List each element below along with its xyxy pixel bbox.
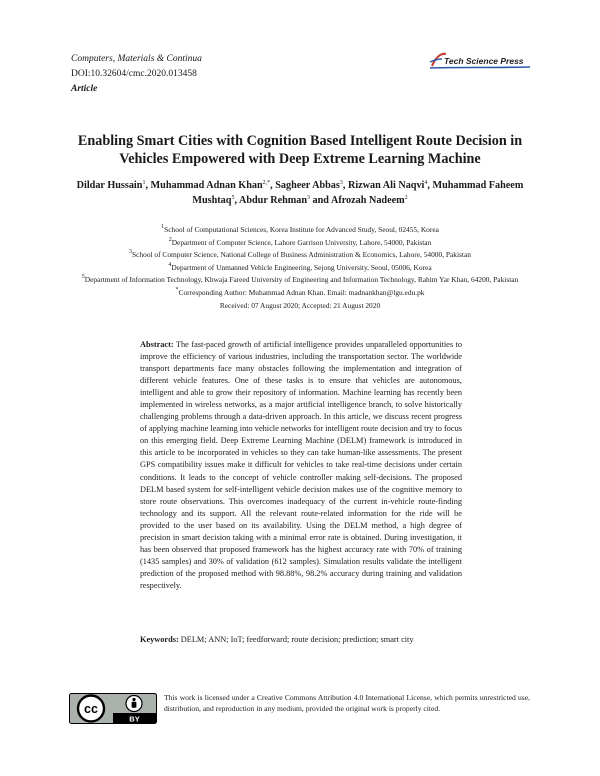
author-name: Sagheer Abbas (275, 180, 340, 191)
author-affiliation-mark: 2 (404, 195, 408, 201)
author-name: Rizwan Ali Naqvi (347, 180, 425, 191)
affiliation-item: $^4$Department of Unmanned Vehicle Engineering, Sejong University, Seoul, 05006, Korea (168, 261, 432, 272)
author-list: Dildar Hussain$^1$, Muhammad Adnan Khan$^{2,*}$, Sagheer Abbas$^3$, Rizwan Ali Naqvi$^4$, Muhammad Faheem Mushtaq$^5$, Abdur Rehman$^3$ and Afrozah Nadeem$^2$ (76, 180, 524, 206)
author-affiliation-mark: 1 (142, 180, 146, 186)
license-text: This work is licensed under a Creative Commons Attribution 4.0 International License, which permits unrestricted use, distribution, and reproduction in any medium, provided the original work is properly cited. (164, 693, 530, 713)
author-name: Muhammad Faheem Mushtaq (192, 180, 524, 206)
author-name: Afrozah Nadeem (330, 195, 405, 206)
affiliation-item: $^2$Department of Computer Science, Lahore Garrison University, Lahore, 54000, Pakistan (168, 236, 432, 247)
author-name: Abdur Rehman (238, 195, 307, 206)
author (348, 180, 427, 191)
author-name: Dildar Hussain (76, 180, 143, 191)
author-affiliation-mark: 3 (307, 195, 310, 201)
article-type: Article (71, 84, 98, 94)
author-affiliation-mark: 3 (339, 180, 343, 186)
abstract-text: The fast-paced growth of artificial intelligence provides unparalleled opportunities to improve the efficiency of various industries, including the transportation sector. The worldwide transport departments face many obstacles following the implementation and integration of different vehicle features. One of these tasks is to ensure that vehicles are autonomous, intelligent and able to grow their repository of information. Machine learning has recently been implemented in wireless networks, as a major artificial intelligence branch, to solve historically challenging problems through a data-driven approach. In this article, we discuss recent progress of applying machine learning into vehicle networks for intelligent route decision and try to focus on this emerging field. Deep Extreme Learning Machine (DELM) framework is introduced in this article to be incorporated in vehicles so they can take human-like assessments. The present GPS compatibility issues make it difficult for vehicles to take real-time decisions under certain conditions. It leads to the concept of vehicle controller making self-decisions. The proposed DELM based system for self-intelligent vehicle decision makes use of the cognitive memory to store route observations. This overcomes inadequacy of the current in-vehicle route-finding technology and its support. All the relevant route-related information for the ride will be provided to the user based on its availability. Using the DELM method, a high degree of precision in smart decision taking with a minimal error rate is obtained. During investigation, it has been observed that proposed framework has the highest accuracy rate with 70% of training (1435 samples) and 30% of validation (612 samples). Simulation results validate the intelligent prediction of the proposed method with 98.88%, 98.2% accuracy during training and validation respectively. (140, 340, 462, 590)
author-affiliation-mark: 2,* (262, 180, 271, 186)
affiliation-item: $^5$Department of Information Technology, Khwaja Fareed University of Engineering and Information Technology, Rahim Yar Khan, 64200, Pakistan (81, 274, 519, 285)
corresponding-author: *Corresponding Author: Muhammad Adnan Khan. Email: madnankhan@lgu.edu.pk (175, 286, 425, 297)
author (239, 195, 310, 206)
abstract (140, 339, 462, 592)
paper-title: Enabling Smart Cities with Cognition Based Intelligent Route Decision in Vehicles Empowered with Deep Extreme Learning Machine (77, 133, 523, 167)
keywords-label: Keywords: (140, 635, 179, 644)
received-dates: Received: 07 August 2020; Accepted: 21 August 2020 (219, 300, 381, 310)
author-name: Muhammad Adnan Khan (150, 180, 263, 191)
publisher-name: Tech Science Press (444, 56, 524, 66)
abstract-label: Abstract: (140, 340, 174, 349)
doi: DOI:10.32604/cmc.2020.013458 (71, 69, 197, 79)
author (331, 195, 408, 206)
journal-name: Computers, Materials & Continua (71, 54, 202, 64)
author-affiliation-mark: 4 (424, 180, 428, 186)
author (77, 180, 146, 191)
affiliation-item: $^3$School of Computer Science, National College of Business Administration & Economics, Lahore, 54000, Pakistan (129, 249, 471, 260)
affiliation-item: $^1$School of Computational Sciences, Korea Institute for Advanced Study, Seoul, 02455, Korea (161, 224, 439, 234)
affiliations (66, 224, 534, 312)
keywords (140, 634, 470, 646)
keywords-text: DELM; ANN; IoT; feedforward; route decision; prediction; smart city (180, 635, 414, 644)
author (275, 180, 343, 191)
author (151, 180, 271, 191)
cc-badge-text: cc (84, 702, 98, 716)
publisher-logo (428, 52, 532, 70)
by-badge-text: BY (129, 714, 140, 724)
cc-by-badge (69, 693, 157, 724)
author-affiliation-mark: 5 (231, 195, 235, 201)
